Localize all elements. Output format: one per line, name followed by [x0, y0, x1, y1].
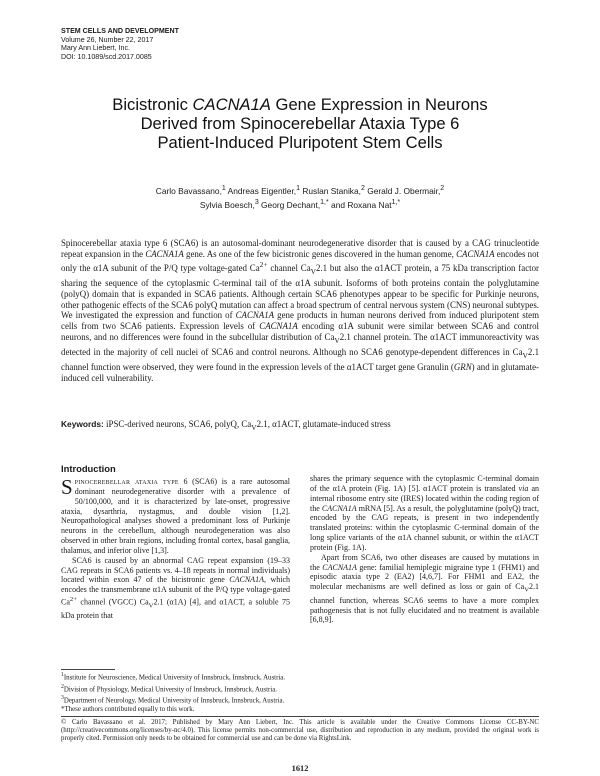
body-column-right: [310, 474, 539, 625]
paragraph: Spinocerebellar ataxia type 6 (SCA6) is a rare autosomal dominant neurodegenerative disorder with a prevalence of 50/100,000, and it is characterized by late-onset, progressive ataxia, dysarthria, nystagmus, and double vision [1,2]. Neuropathological analyses showed a predominant loss of Purkinje neurons in the cerebellum, although neurodegeneration was also observed in other brain regions, including frontal cortex, basal ganglia, thalamus, and inferior olive [1,3].: [61, 475, 290, 555]
author: and Roxana Nat: [328, 200, 392, 211]
author: Carlo Bavassano,: [155, 185, 222, 196]
title-gene: CACNA1A: [192, 95, 271, 114]
copyright-divider: [61, 716, 539, 717]
author-line-1: Carlo Bavassano,$^1$ Andreas Eigentler,$^1$ Ruslan Stanika,$^2$ Gerald J. Obermair,$^2$: [155, 185, 445, 196]
section-heading-introduction: Introduction: [61, 463, 116, 474]
paragraph: SCA6 is caused by an abnormal CAG repeat expansion (19–33 CAG repeats in SCA6 patients vs. 4–18 repeats in normal individuals) located within exon 47 of the bicistronic gene CACNA1A, which encodes the transmembrane α1A subunit of the P/Q type voltage-gated $Ca^{2+}$ channel (VGCC) $Ca_V2.1$ (α1A) [4], and α1ACT, a soluble 75 kDa protein that: [61, 555, 290, 621]
title-line-3: Patient-Induced Pluripotent Stem Cells: [157, 133, 443, 153]
author-list: [60, 183, 540, 212]
journal-doi: DOI: 10.1089/scd.2017.0085: [61, 52, 152, 61]
keywords: Keywords: iPSC-derived neurons, SCA6, polyQ, $Ca_V2.1$, α1ACT, glutamate-induced stress: [61, 419, 391, 432]
journal-name: STEM CELLS AND DEVELOPMENT: [61, 27, 179, 35]
paragraph: Apart from SCA6, two other diseases are caused by mutations in the CACNA1A gene: familial hemiplegic migraine type 1 (FHM1) and episodic ataxia type 2 (EA2) [4,6,7]. For FHM1 and EA2, the molecular mechanisms are well defined as loss or gain of $Ca_V2.1$ channel function, whereas SCA6 seems to have a more complex pathogenesis that is not fully elucidated and no treatment is available [6,8,9].: [310, 552, 539, 625]
title-line-1: Bicistronic CACNA1A Gene Expression in Neurons: [112, 95, 488, 114]
author: Sylvia Boesch,: [199, 200, 255, 211]
drop-cap: S: [61, 475, 73, 499]
footnote-divider: [61, 669, 115, 670]
body-column-left: [61, 477, 290, 621]
affiliation-2: $^2$Division of Physiology, Medical University of Innsbruck, Innsbruck, Austria.: [61, 683, 278, 693]
journal-publisher: Mary Ann Liebert, Inc.: [61, 44, 131, 53]
page-number: 1612: [291, 764, 309, 773]
affiliation-footnotes: [61, 671, 539, 715]
copyright-notice: © Carlo Bavassano et al. 2017; Published by Mary Ann Liebert, Inc. This article is available under the Creative Commons License CC-BY-NC (http://creativecommons.org/licenses/by-nc/4.0). This license permits non-commercial use, distribution and reproduction in any medium, provided the original work is properly cited. Permission only needs to be obtained for commercial use and can be done via RightsLink.: [61, 719, 539, 743]
affiliation-3: $^3$Department of Neurology, Medical University of Innsbruck, Innsbruck, Austria.: [61, 695, 285, 705]
author: Georg Dechant,: [258, 200, 321, 211]
author: Ruslan Stanika,: [300, 185, 361, 196]
equal-contribution-note: *These authors contributed equally to this work.: [61, 706, 195, 714]
title-line-2: Derived from Spinocerebellar Ataxia Type 6: [140, 114, 460, 134]
abstract: Spinocerebellar ataxia type 6 (SCA6) is an autosomal-dominant neurodegenerative disorder that is caused by a CAG trinucleotide repeat expansion in the CACNA1A gene. As one of the few bicistronic genes discovered in the human genome, CACNA1A encodes not only the α1A subunit of the P/Q type voltage-gated $Ca^{2+}$ channel $Ca_V2.1$ but also the α1ACT protein, a 75 kDa transcription factor sharing the sequence of the cytoplasmic C-terminal tail of the α1A subunit. Isoforms of both proteins contain the polyglutamine (polyQ) domain that is expanded in SCA6 patients. Although certain SCA6 phenotypes appear to be specific for Purkinje neurons, other pathogenic effects of the SCA6 polyQ mutation can affect a broad spectrum of central nervous system (CNS) neuronal subtypes. We investigated the expression and function of CACNA1A gene products in human neurons derived from induced pluripotent stem cells from two SCA6 patients. Expression levels of CACNA1A encoding α1A subunit were similar between SCA6 and control neurons, and no differences were found in the subcellular distribution of $Ca_V2.1$ channel protein. The α1ACT immunoreactivity was detected in the majority of cell nuclei of SCA6 and control neurons. Although no SCA6 genotype-dependent differences in $Ca_V2.1$ channel function were observed, they were found in the expression levels of the α1ACT target gene Granulin (GRN) and in glutamate-induced cell vulnerability.: [61, 238, 540, 383]
journal-header: [61, 27, 179, 61]
paragraph: shares the primary sequence with the cytoplasmic C-terminal domain of the α1A protein (Fig. 1A) [5]. α1ACT protein is translated via an internal ribosome entry site (IRES) located within the coding region of the CACNA1A mRNA [5]. As a result, the polyglutamine (polyQ) tract, encoded by the CAG repeats, is present in two independently translated proteins: within the cytoplasmic C-terminal domain of the long splice variants of the α1A channel subunit, or within the α1ACT protein (Fig. 1A).: [310, 474, 539, 552]
author: Andreas Eigentler,: [225, 185, 297, 196]
keywords-label: Keywords:: [61, 419, 104, 429]
author-line-2: Sylvia Boesch,$^3$ Georg Dechant,$^{1,*}$ and Roxana Nat$^{1,*}$: [199, 199, 401, 211]
author: Gerald J. Obermair,: [364, 185, 441, 196]
article-title: [40, 95, 560, 153]
affiliation-1: $^1$Institute for Neuroscience, Medical University of Innsbruck, Innsbruck, Austria.: [61, 672, 286, 682]
journal-volume: Volume 26, Number 22, 2017: [61, 35, 154, 44]
